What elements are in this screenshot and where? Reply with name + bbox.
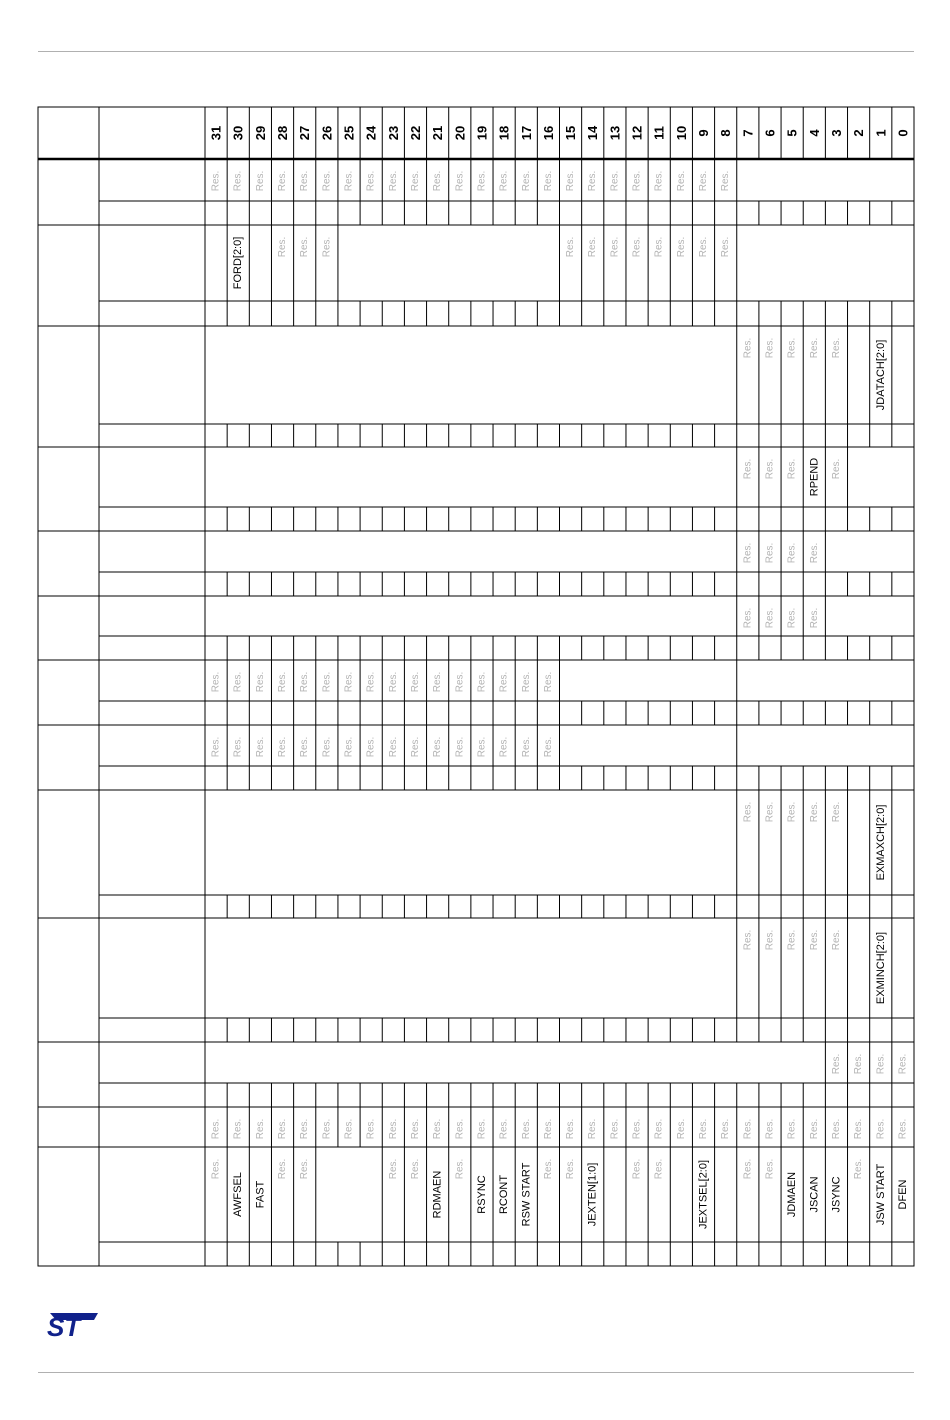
reserved-bit-label: Res. bbox=[853, 1053, 865, 1075]
reserved-bit-label: Res. bbox=[742, 1118, 754, 1140]
reserved-bit-label: Res. bbox=[476, 170, 488, 192]
reserved-bit-label: Res. bbox=[277, 236, 289, 258]
reserved-bit-label: Res. bbox=[742, 542, 754, 564]
reserved-bit-label: Res. bbox=[409, 671, 421, 693]
reserved-bit-label: Res. bbox=[587, 170, 599, 192]
reserved-bit-label: Res. bbox=[498, 736, 510, 758]
reserved-bit-label: Res. bbox=[808, 929, 820, 951]
reserved-bit-label: Res. bbox=[454, 1118, 466, 1140]
reserved-bit-label: Res. bbox=[631, 1158, 643, 1180]
reserved-bit-label: Res. bbox=[742, 458, 754, 480]
reserved-bit-label: Res. bbox=[609, 1118, 621, 1140]
reserved-bit-label: Res. bbox=[498, 1118, 510, 1140]
reserved-bit-label: Res. bbox=[254, 1118, 266, 1140]
reserved-bit-label: Res. bbox=[542, 1158, 554, 1180]
bit-number-header: 24 bbox=[363, 125, 379, 141]
reserved-bit-label: Res. bbox=[254, 671, 266, 693]
reserved-bit-label: Res. bbox=[520, 671, 532, 693]
reserved-bit-label: Res. bbox=[365, 170, 377, 192]
reserved-bit-label: Res. bbox=[565, 1158, 577, 1180]
bit-field-label: EXMAXCH[2:0] bbox=[874, 804, 887, 881]
reserved-bit-label: Res. bbox=[254, 736, 266, 758]
reserved-bit-label: Res. bbox=[365, 671, 377, 693]
reserved-bit-label: Res. bbox=[409, 1158, 421, 1180]
reserved-bit-label: Res. bbox=[387, 1158, 399, 1180]
reserved-bit-label: Res. bbox=[299, 1158, 311, 1180]
bit-number-header: 3 bbox=[828, 129, 844, 137]
reserved-bit-label: Res. bbox=[631, 170, 643, 192]
reserved-bit-label: Res. bbox=[232, 1118, 244, 1140]
reserved-bit-label: Res. bbox=[321, 170, 333, 192]
reserved-bit-label: Res. bbox=[454, 671, 466, 693]
reserved-bit-label: Res. bbox=[542, 671, 554, 693]
bit-field-label: JSYNC bbox=[830, 1176, 843, 1213]
reserved-bit-label: Res. bbox=[432, 1118, 444, 1140]
reserved-bit-label: Res. bbox=[631, 236, 643, 258]
reserved-bit-label: Res. bbox=[232, 671, 244, 693]
reserved-bit-label: Res. bbox=[321, 1118, 333, 1140]
bit-number-header: 12 bbox=[629, 125, 645, 141]
bit-number-header: 2 bbox=[851, 129, 867, 137]
reserved-bit-label: Res. bbox=[720, 236, 732, 258]
reserved-bit-label: Res. bbox=[587, 1118, 599, 1140]
reserved-bit-label: Res. bbox=[365, 736, 377, 758]
st-logo bbox=[44, 1311, 100, 1344]
reserved-bit-label: Res. bbox=[476, 671, 488, 693]
reserved-bit-label: Res. bbox=[321, 236, 333, 258]
reserved-bit-label: Res. bbox=[653, 170, 665, 192]
reserved-bit-label: Res. bbox=[830, 458, 842, 480]
bit-field-label: JEXTSEL[2:0] bbox=[697, 1159, 710, 1230]
reserved-bit-label: Res. bbox=[565, 170, 577, 192]
reserved-bit-label: Res. bbox=[853, 1158, 865, 1180]
reserved-bit-label: Res. bbox=[830, 1118, 842, 1140]
reserved-bit-label: Res. bbox=[875, 1053, 887, 1075]
bit-number-header: 29 bbox=[252, 125, 268, 141]
reserved-bit-label: Res. bbox=[764, 1158, 776, 1180]
reserved-bit-label: Res. bbox=[830, 337, 842, 359]
reserved-bit-label: Res. bbox=[277, 170, 289, 192]
reserved-bit-label: Res. bbox=[409, 736, 421, 758]
bit-number-header: 26 bbox=[319, 125, 335, 141]
reserved-bit-label: Res. bbox=[875, 1118, 887, 1140]
bit-field-label: JDATACH[2:0] bbox=[874, 339, 887, 411]
bit-number-header: 18 bbox=[496, 125, 512, 141]
bit-number-header: 25 bbox=[341, 125, 357, 141]
reserved-bit-label: Res. bbox=[454, 1158, 466, 1180]
reserved-bit-label: Res. bbox=[343, 736, 355, 758]
bit-number-header: 7 bbox=[740, 129, 756, 137]
reserved-bit-label: Res. bbox=[786, 801, 798, 823]
reserved-bit-label: Res. bbox=[210, 736, 222, 758]
reserved-bit-label: Res. bbox=[786, 542, 798, 564]
reserved-bit-label: Res. bbox=[210, 1118, 222, 1140]
reserved-bit-label: Res. bbox=[609, 236, 621, 258]
reserved-bit-label: Res. bbox=[299, 236, 311, 258]
reserved-bit-label: Res. bbox=[808, 801, 820, 823]
bit-field-label: RDMAEN bbox=[431, 1170, 444, 1219]
reserved-bit-label: Res. bbox=[698, 170, 710, 192]
reserved-bit-label: Res. bbox=[609, 170, 621, 192]
bit-number-header: 16 bbox=[540, 125, 556, 141]
bit-number-header: 11 bbox=[651, 126, 667, 140]
reserved-bit-label: Res. bbox=[232, 736, 244, 758]
st-logo-mark bbox=[44, 1311, 100, 1339]
reserved-bit-label: Res. bbox=[742, 337, 754, 359]
reserved-bit-label: Res. bbox=[476, 736, 488, 758]
reserved-bit-label: Res. bbox=[764, 337, 776, 359]
bit-number-header: 31 bbox=[208, 125, 224, 141]
reserved-bit-label: Res. bbox=[542, 1118, 554, 1140]
reserved-bit-label: Res. bbox=[742, 1158, 754, 1180]
bit-number-header: 30 bbox=[230, 125, 246, 141]
reserved-bit-label: Res. bbox=[299, 736, 311, 758]
bit-number-header: 23 bbox=[385, 125, 401, 141]
bit-field-label: RSYNC bbox=[475, 1175, 488, 1214]
reserved-bit-label: Res. bbox=[653, 1158, 665, 1180]
reserved-bit-label: Res. bbox=[387, 170, 399, 192]
reserved-bit-label: Res. bbox=[299, 170, 311, 192]
bit-number-header: 8 bbox=[718, 129, 734, 137]
reserved-bit-label: Res. bbox=[432, 170, 444, 192]
bit-field-label: RCONT bbox=[498, 1174, 511, 1215]
bit-number-header: 22 bbox=[407, 125, 423, 141]
reserved-bit-label: Res. bbox=[720, 170, 732, 192]
reserved-bit-label: Res. bbox=[387, 1118, 399, 1140]
bit-number-header: 6 bbox=[762, 129, 778, 137]
reserved-bit-label: Res. bbox=[742, 801, 754, 823]
reserved-bit-label: Res. bbox=[387, 736, 399, 758]
bit-field-label: RSW START bbox=[520, 1162, 533, 1227]
reserved-bit-label: Res. bbox=[587, 236, 599, 258]
bit-number-header: 10 bbox=[673, 125, 689, 141]
reserved-bit-label: Res. bbox=[808, 337, 820, 359]
bit-field-label: RPEND bbox=[808, 457, 821, 497]
reserved-bit-label: Res. bbox=[277, 736, 289, 758]
reserved-bit-label: Res. bbox=[542, 736, 554, 758]
reserved-bit-label: Res. bbox=[786, 929, 798, 951]
bit-number-header: 19 bbox=[474, 125, 490, 141]
reserved-bit-label: Res. bbox=[277, 671, 289, 693]
reserved-bit-label: Res. bbox=[277, 1118, 289, 1140]
bit-number-header: 27 bbox=[297, 125, 313, 141]
reserved-bit-label: Res. bbox=[653, 236, 665, 258]
reserved-bit-label: Res. bbox=[476, 1118, 488, 1140]
bit-field-label: JSW START bbox=[874, 1163, 887, 1226]
reserved-bit-label: Res. bbox=[520, 736, 532, 758]
reserved-bit-label: Res. bbox=[299, 1118, 311, 1140]
bit-field-label: DFEN bbox=[896, 1179, 909, 1210]
reserved-bit-label: Res. bbox=[498, 170, 510, 192]
reserved-bit-label: Res. bbox=[786, 607, 798, 629]
reserved-bit-label: Res. bbox=[675, 236, 687, 258]
reserved-bit-label: Res. bbox=[254, 170, 266, 192]
reserved-bit-label: Res. bbox=[454, 736, 466, 758]
bit-number-header: 21 bbox=[430, 125, 446, 141]
reserved-bit-label: Res. bbox=[764, 1118, 776, 1140]
st-logo-text: ST bbox=[47, 1312, 81, 1339]
reserved-bit-label: Res. bbox=[764, 542, 776, 564]
bit-field-label: JEXTEN[1:0] bbox=[586, 1162, 599, 1227]
reserved-bit-label: Res. bbox=[277, 1158, 289, 1180]
reserved-bit-label: Res. bbox=[698, 1118, 710, 1140]
bit-number-header: 9 bbox=[696, 129, 712, 137]
reserved-bit-label: Res. bbox=[631, 1118, 643, 1140]
bit-number-header: 1 bbox=[873, 129, 889, 137]
reserved-bit-label: Res. bbox=[764, 458, 776, 480]
reserved-bit-label: Res. bbox=[830, 929, 842, 951]
reserved-bit-label: Res. bbox=[764, 607, 776, 629]
reserved-bit-label: Res. bbox=[675, 170, 687, 192]
bit-field-label: EXMINCH[2:0] bbox=[874, 931, 887, 1005]
reserved-bit-label: Res. bbox=[542, 170, 554, 192]
bit-field-label: AWFSEL bbox=[232, 1172, 245, 1217]
reserved-bit-label: Res. bbox=[387, 671, 399, 693]
reserved-bit-label: Res. bbox=[853, 1118, 865, 1140]
bit-number-header: 0 bbox=[895, 129, 911, 137]
reserved-bit-label: Res. bbox=[897, 1118, 909, 1140]
reserved-bit-label: Res. bbox=[210, 1158, 222, 1180]
bit-field-label: JDMAEN bbox=[786, 1171, 799, 1218]
reserved-bit-label: Res. bbox=[210, 671, 222, 693]
reserved-bit-label: Res. bbox=[498, 671, 510, 693]
reserved-bit-label: Res. bbox=[764, 929, 776, 951]
reserved-bit-label: Res. bbox=[343, 671, 355, 693]
bit-number-header: 5 bbox=[784, 129, 800, 137]
bit-number-header: 4 bbox=[806, 129, 822, 137]
reserved-bit-label: Res. bbox=[432, 671, 444, 693]
reserved-bit-label: Res. bbox=[520, 170, 532, 192]
reserved-bit-label: Res. bbox=[698, 236, 710, 258]
bit-number-header: 20 bbox=[452, 125, 468, 141]
bit-number-header: 28 bbox=[275, 125, 291, 141]
reserved-bit-label: Res. bbox=[409, 1118, 421, 1140]
bit-number-header: 17 bbox=[518, 125, 534, 141]
reserved-bit-label: Res. bbox=[520, 1118, 532, 1140]
bit-number-header: 15 bbox=[563, 125, 579, 141]
reserved-bit-label: Res. bbox=[409, 170, 421, 192]
reserved-bit-label: Res. bbox=[830, 801, 842, 823]
reserved-bit-label: Res. bbox=[299, 671, 311, 693]
reserved-bit-label: Res. bbox=[764, 801, 776, 823]
reserved-bit-label: Res. bbox=[653, 1118, 665, 1140]
bit-number-header: 14 bbox=[585, 125, 601, 141]
bit-field-label: FAST bbox=[254, 1180, 267, 1209]
reserved-bit-label: Res. bbox=[675, 1118, 687, 1140]
reserved-bit-label: Res. bbox=[830, 1053, 842, 1075]
bit-number-header: 13 bbox=[607, 125, 623, 141]
reserved-bit-label: Res. bbox=[897, 1053, 909, 1075]
reserved-bit-label: Res. bbox=[365, 1118, 377, 1140]
reserved-bit-label: Res. bbox=[786, 337, 798, 359]
bit-field-label: FORD[2:0] bbox=[232, 236, 245, 290]
reserved-bit-label: Res. bbox=[321, 671, 333, 693]
bit-field-label: JSCAN bbox=[808, 1176, 821, 1213]
reserved-bit-label: Res. bbox=[565, 236, 577, 258]
reserved-bit-label: Res. bbox=[720, 1118, 732, 1140]
reserved-bit-label: Res. bbox=[565, 1118, 577, 1140]
reserved-bit-label: Res. bbox=[808, 1118, 820, 1140]
reserved-bit-label: Res. bbox=[742, 929, 754, 951]
reserved-bit-label: Res. bbox=[742, 607, 754, 629]
reserved-bit-label: Res. bbox=[454, 170, 466, 192]
reserved-bit-label: Res. bbox=[432, 736, 444, 758]
reserved-bit-label: Res. bbox=[786, 458, 798, 480]
reserved-bit-label: Res. bbox=[808, 542, 820, 564]
reserved-bit-label: Res. bbox=[786, 1118, 798, 1140]
reserved-bit-label: Res. bbox=[343, 1118, 355, 1140]
reserved-bit-label: Res. bbox=[808, 607, 820, 629]
reserved-bit-label: Res. bbox=[210, 170, 222, 192]
reserved-bit-label: Res. bbox=[232, 170, 244, 192]
reserved-bit-label: Res. bbox=[321, 736, 333, 758]
reserved-bit-label: Res. bbox=[343, 170, 355, 192]
